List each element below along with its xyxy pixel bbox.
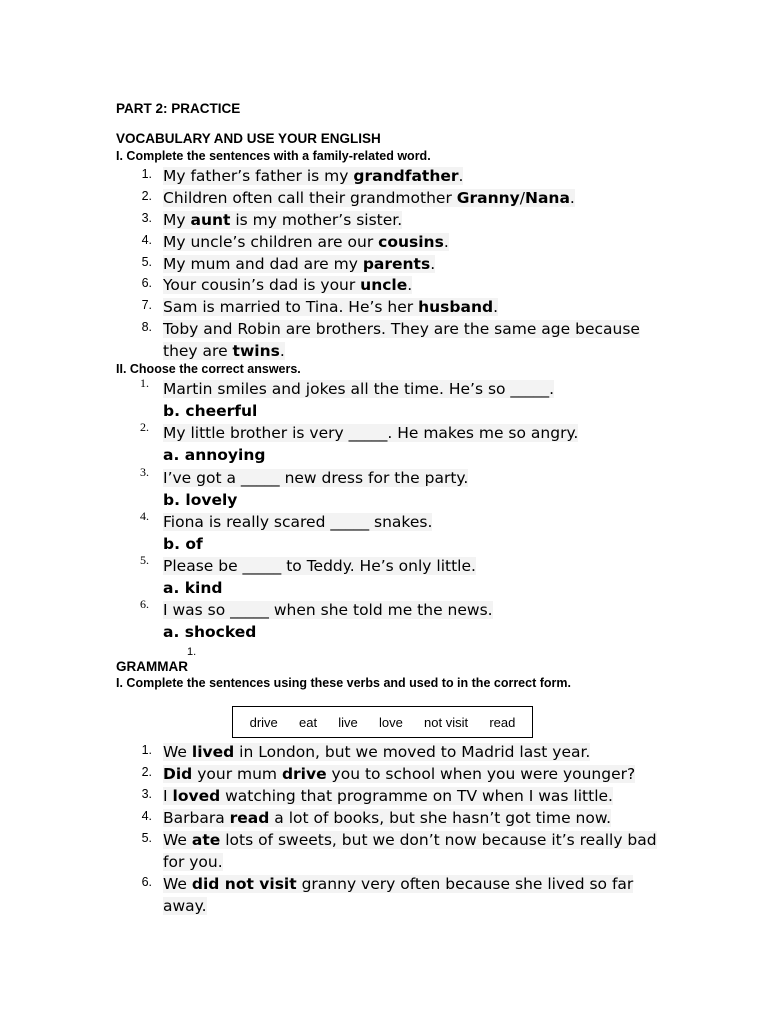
item-number: 1.	[141, 743, 152, 757]
item-text: We ate lots of sweets, but we don’t now because it’s really bad	[163, 831, 657, 849]
item-text: I loved watching that programme on TV when I was little.	[163, 787, 613, 805]
stray-list-number: 1.	[187, 646, 197, 658]
question-text: Fiona is really scared _____ snakes.	[163, 513, 433, 531]
item-text: My mum and dad are my parents.	[163, 255, 436, 273]
item-number: 3.	[140, 465, 149, 479]
item-number: 4.	[141, 809, 152, 823]
item-number: 3.	[141, 211, 152, 225]
question-text: I’ve got a _____ new dress for the party.	[163, 469, 469, 487]
item-text-continued: away.	[163, 897, 207, 915]
verb-option: eat	[298, 714, 318, 730]
verb-box	[232, 706, 533, 738]
item-number: 6.	[141, 276, 152, 290]
item-number: 6.	[140, 597, 149, 611]
item-number: 4.	[141, 233, 152, 247]
verb-option: live	[338, 714, 358, 730]
item-number: 2.	[140, 420, 149, 434]
part-title: PART 2: PRACTICE	[116, 101, 241, 116]
item-text-continued: they are twins.	[163, 342, 285, 360]
item-text: Toby and Robin are brothers. They are the same age because	[163, 320, 640, 338]
item-text: Did your mum drive you to school when you were younger?	[163, 765, 636, 783]
item-text: My father’s father is my grandfather.	[163, 167, 464, 185]
item-number: 4.	[140, 509, 149, 523]
question-text: Martin smiles and jokes all the time. He’s so _____.	[163, 380, 555, 398]
answer-text: a. annoying	[163, 446, 266, 464]
item-number: 7.	[141, 298, 152, 312]
verb-option: read	[489, 714, 516, 730]
answer-text: b. cheerful	[163, 402, 258, 420]
item-number: 8.	[141, 320, 152, 334]
item-number: 6.	[141, 875, 152, 889]
item-text: My uncle’s children are our cousins.	[163, 233, 449, 251]
item-text: We lived in London, but we moved to Madrid last year.	[163, 743, 591, 761]
item-number: 2.	[141, 765, 152, 779]
item-number: 3.	[141, 787, 152, 801]
answer-text: a. shocked	[163, 623, 257, 641]
item-text: We did not visit granny very often because she lived so far	[163, 875, 634, 893]
item-text: Barbara read a lot of books, but she hasn’t got time now.	[163, 809, 612, 827]
grammar-instruction: I. Complete the sentences using these verbs and used to in the correct form.	[116, 676, 571, 690]
item-number: 5.	[141, 831, 152, 845]
item-number: 1.	[141, 167, 152, 181]
answer-text: b. lovely	[163, 491, 238, 509]
item-text: Your cousin’s dad is your uncle.	[163, 276, 413, 294]
verb-option: love	[378, 714, 403, 730]
vocab-title: VOCABULARY AND USE YOUR ENGLISH	[116, 131, 381, 146]
question-text: My little brother is very _____. He makes me so angry.	[163, 424, 579, 442]
answer-text: b. of	[163, 535, 203, 553]
item-number: 2.	[141, 189, 152, 203]
verb-option: drive	[249, 714, 278, 730]
section1-instruction: I. Complete the sentences with a family-related word.	[116, 149, 431, 163]
verb-option: not visit	[424, 714, 469, 730]
item-text: Sam is married to Tina. He’s her husband.	[163, 298, 499, 316]
item-number: 5.	[141, 255, 152, 269]
item-number: 5.	[140, 553, 149, 567]
item-text-continued: for you.	[163, 853, 223, 871]
question-text: Please be _____ to Teddy. He’s only little.	[163, 557, 476, 575]
answer-text: a. kind	[163, 579, 223, 597]
section2-instruction: II. Choose the correct answers.	[116, 362, 301, 376]
item-text: Children often call their grandmother Granny/Nana.	[163, 189, 575, 207]
question-text: I was so _____ when she told me the news.	[163, 601, 493, 619]
grammar-title: GRAMMAR	[116, 659, 188, 674]
item-number: 1.	[140, 376, 149, 390]
item-text: My aunt is my mother’s sister.	[163, 211, 403, 229]
